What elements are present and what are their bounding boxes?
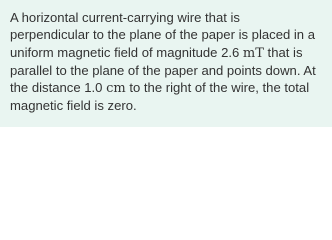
problem-text-part1: A horizontal current-carrying wire that is perpendicular to the plane of the paper is placed in a uniform magnetic field of magnitude 2.6 [10,10,316,60]
problem-text-part3: to the right of the wire, the total magnetic field is zero. [10,80,310,114]
problem-text-part2: that is parallel to the plane of the paper and points down. At the distance 1.0 [10,44,316,96]
distance-unit: cm [106,81,126,97]
problem-statement [10,9,322,115]
field-unit: mT [242,45,264,61]
